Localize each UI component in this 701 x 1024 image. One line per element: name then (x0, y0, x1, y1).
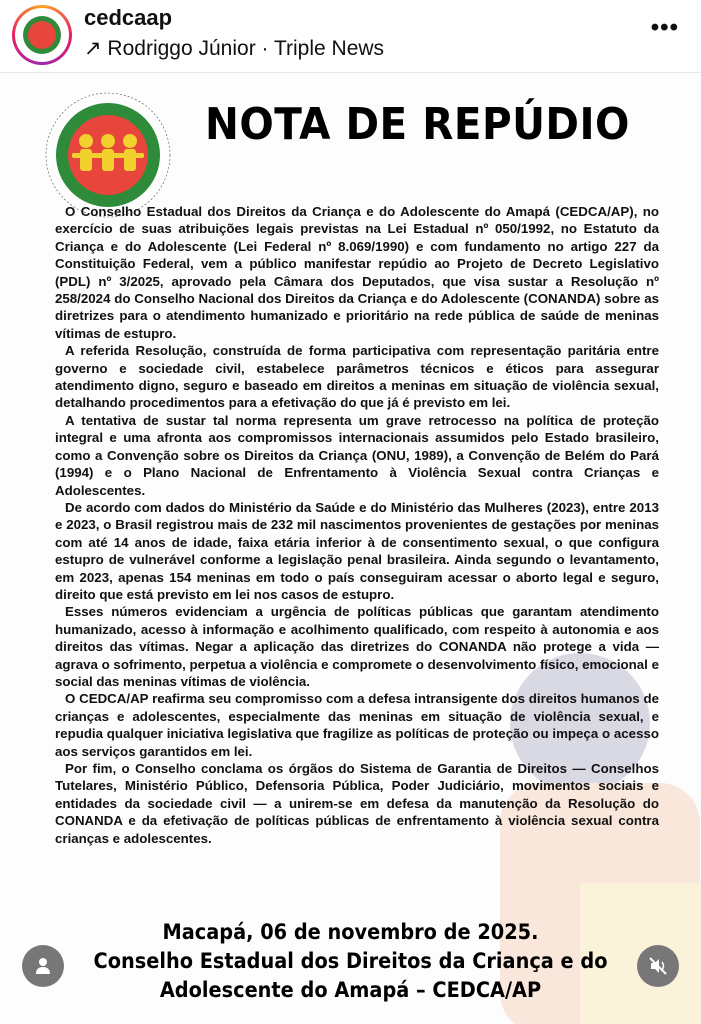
tagged-users-button[interactable] (22, 945, 64, 987)
note-body (55, 203, 659, 847)
page-title: NOTA DE REPÚDIO (205, 99, 630, 150)
paragraph: A tentativa de sustar tal norma representa um grave retrocesso na política de proteção integral e uma afronta aos compromissos internacionais assumidos pelo Estado brasileiro, como a Convenção sobre os Direitos da Criança (ONU, 1989), a Convenção de Belém do Pará (1994) e o Plano Nacional de Enfrentamento à Violência Sexual contra Crianças e Adolescentes. (55, 412, 659, 498)
post-image (0, 73, 701, 1024)
paragraph: O CEDCA/AP reafirma seu compromisso com a defesa intransigente dos direitos humanos de crianças e adolescentes, especialmente das meninas em situação de violência sexual, e repudia qualquer iniciativa legislativa que fragilize as políticas de proteção ou impeça o acesso aos serviços garantidos em lei. (55, 691, 659, 759)
paragraph: O Conselho Estadual dos Direitos da Criança e do Adolescente do Amapá (CEDCA/AP), no exercício de suas atribuições legais previstas na Lei Estadual nº 050/1992, no Estatuto da Criança e do Adolescente (Lei Federal nº 8.069/1990) e com fundamento no artigo 227 da Constituição Federal, vem a público manifestar repúdio ao Projeto de Decreto Legislativo (PDL) nº 3/2025, aprovado pela Câmara dos Deputados, que visa sustar a Resolução nº 258/2024 do Conselho Nacional dos Direitos da Criança e do Adolescente (CONANDA) sobre as diretrizes para o atendimento humanizado e prioritário na rede pública de saúde de meninas vítimas de estupro. (55, 204, 659, 341)
sign-line-1: Conselho Estadual dos Direitos da Criança e do (93, 949, 608, 973)
sign-line-2: Adolescente do Amapá – CEDCA/AP (159, 978, 542, 1002)
signature-block (28, 918, 673, 1005)
profile-avatar[interactable] (12, 5, 72, 65)
paragraph: Por fim, o Conselho conclama os órgãos do Sistema de Garantia de Direitos — Conselhos Tutelares, Ministério Público, Defensoria Pública, Poder Judiciário, movimentos sociais e entidades da sociedade civil — a unirem-se em defesa da manutenção da Resolução do CONANDA e da efetivação de políticas públicas de enfrentamento à violência sexual contra crianças e adolescentes. (55, 761, 659, 846)
collab-attribution[interactable]: ↗ Rodriggo Júnior · Triple News (84, 37, 385, 60)
user-icon (33, 956, 53, 976)
paragraph: A referida Resolução, construída de forma participativa com representação paritária entre governo e sociedade civil, estabelece parâmetros técnicos e éticos para assegurar atendimento digno, seguro e baseado em direitos a meninas em situação de violência sexual, detalhando procedimentos para a efetivação do que já é previsto em lei. (55, 343, 659, 411)
paragraph: De acordo com dados do Ministério da Saúde e do Ministério das Mulheres (2023), entre 2013 e 2023, o Brasil registrou mais de 232 mil nascimentos provenientes de gestações por meninas com até 14 anos de idade, faixa etária inferior à de consentimento sexual, o que configura estupro de vulnerável conforme a legislação penal brasileira. Ainda segundo o levantamento, em 2023, apenas 154 meninas em todo o país conseguiram acessar o aborto legal e seguro, direito que está previsto em lei nos casos de estupro. (55, 499, 659, 602)
post-header (0, 0, 701, 73)
more-options-icon[interactable]: ••• (650, 14, 679, 41)
cedca-logo-icon (23, 16, 61, 54)
paragraph: Esses números evidenciam a urgência de políticas públicas que garantam atendimento humanizado, acesso à informação e acolhimento qualificado, com respeito à autonomia e aos direitos das vítimas. Negar a aplicação das diretrizes do CONANDA não protege a vida — agrava o sofrimento, perpetua a violência e compromete o desenvolvimento físico, emocional e social das meninas vítimas de violência. (55, 604, 659, 689)
mute-button[interactable] (637, 945, 679, 987)
username[interactable]: cedcaap (84, 5, 173, 30)
volume-muted-icon (648, 956, 668, 976)
sign-date: Macapá, 06 de novembro de 2025. (162, 920, 539, 944)
cedca-logo (38, 83, 178, 223)
